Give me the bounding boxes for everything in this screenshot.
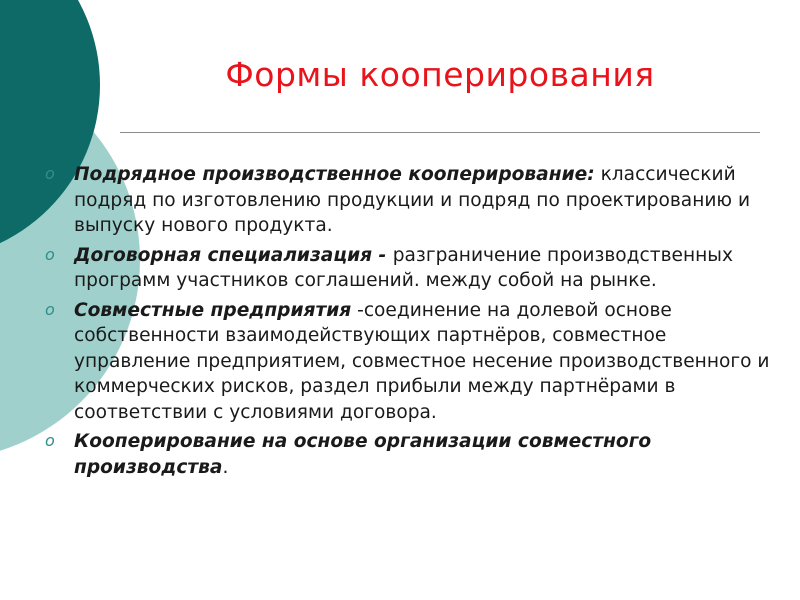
list-item <box>36 298 781 426</box>
bullet-circle-icon: o <box>45 299 55 319</box>
bullet-circle-icon: o <box>45 431 55 450</box>
item-heading: Совместные предприятия <box>74 299 352 321</box>
item-heading: Кооперирование на основе организации совместного производства <box>74 431 652 478</box>
bullet-circle-icon: o <box>45 244 55 264</box>
title-divider <box>120 132 760 133</box>
item-text: разграничение производственных программ участников соглашений. между собой на рынке. <box>74 244 733 291</box>
list-item <box>36 162 781 239</box>
item-text: классический подряд по изготовлению продукции и подряд по проектированию и выпуску нового продукта. <box>74 164 751 236</box>
item-text: . <box>222 456 229 478</box>
bullet-circle-icon: o <box>45 164 55 183</box>
list-item <box>36 429 781 480</box>
item-text: -соединение на долевой основе собственности взаимодействующих партнёров, совместное управление предприятием, совместное несение производственного и коммерческих рисков, раздел прибыли между партнёрами в соответствии с условиями договора. <box>74 299 770 423</box>
bullet-list <box>36 162 781 484</box>
slide-title: Формы кооперирования <box>225 55 655 94</box>
item-heading: Подрядное производственное кооперирование: <box>74 164 595 185</box>
list-item <box>36 243 781 294</box>
item-heading: Договорная специализация - <box>74 244 393 266</box>
